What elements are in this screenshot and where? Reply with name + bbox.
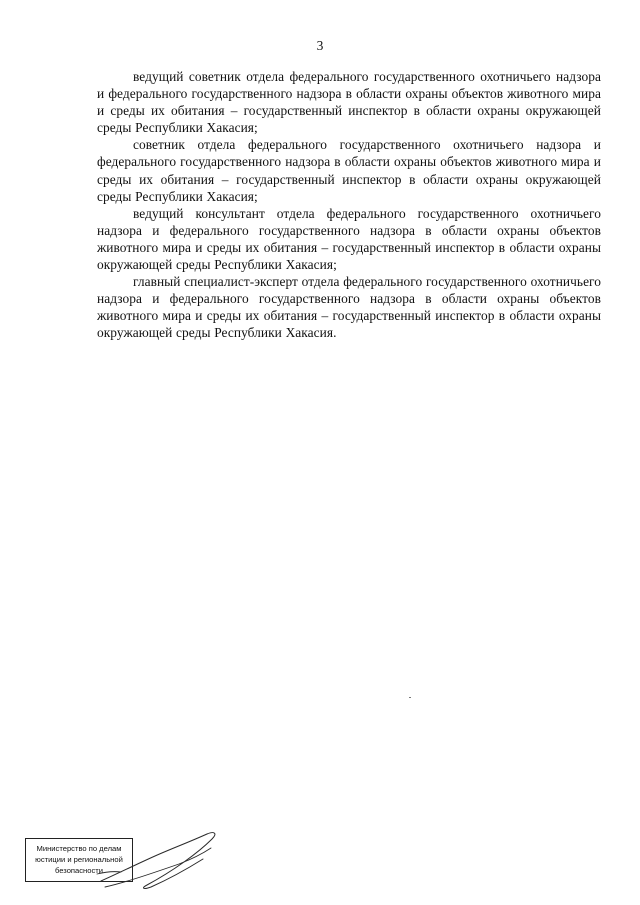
paragraph-leading-consultant: ведущий консультант отдела федерального государственного охотничьего надзора и федерального государственного надзора в области охраны объектов животного мира и среды их обитания – государственный инспектор в области охраны окружающей среды Республики Хакасия; [97, 205, 601, 273]
stamp-line-justice: юстиции и региональной [35, 855, 123, 864]
paragraph-chief-specialist: главный специалист-эксперт отдела федерального государственного охотничьего надзора и федерального государственного надзора в области охраны объектов животного мира и среды их обитания – государственный инспектор в области охраны окружающей среды Республики Хакасия. [97, 274, 602, 341]
paragraph-advisor: советник отдела федерального государственного охотничьего надзора и федерального государственного надзора в области охраны объектов животного мира и среды их обитания – государственный инспектор в области охраны окружающей среды Республики Хакасия; [97, 137, 601, 204]
document-body [97, 68, 601, 342]
paragraph-leading-advisor: ведущий советник отдела федерального государственного охотничьего надзора и федерального государственного надзора в области охраны объектов животного мира и среды их обитания – государственный инспектор в области охраны окружающей среды Республики Хакасия; [97, 69, 601, 136]
scan-speck [409, 697, 411, 698]
page-number: 3 [316, 38, 324, 53]
stamp-line-ministry: Министерство по делам [36, 844, 122, 853]
stamp-line-security: безопасности [54, 866, 103, 875]
signature-scribble [95, 826, 225, 896]
